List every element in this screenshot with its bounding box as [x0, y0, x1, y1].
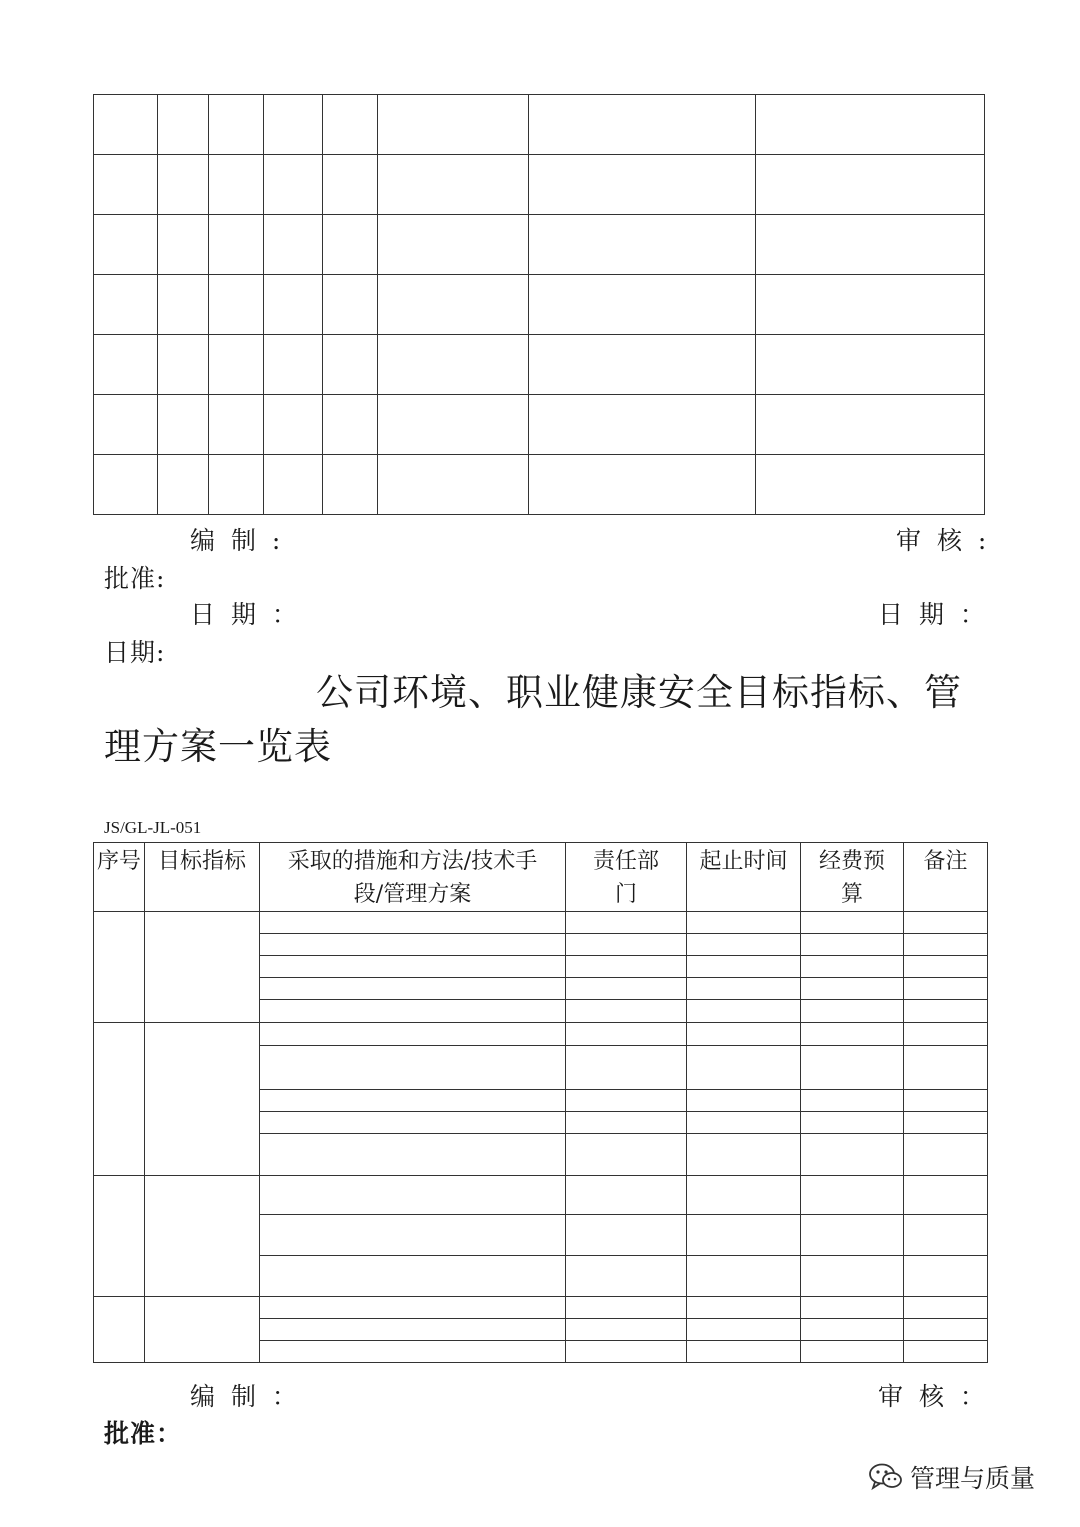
cell-measures	[260, 1090, 566, 1112]
blank-grid-row	[94, 395, 985, 455]
cell-department	[566, 934, 687, 956]
cell-measures	[260, 1046, 566, 1090]
cell-measures	[260, 1176, 566, 1215]
table-row	[94, 1176, 988, 1215]
cell-department	[566, 912, 687, 934]
cell-remark	[904, 912, 988, 934]
cell-target	[145, 912, 260, 1023]
table-header-row	[94, 843, 988, 912]
blank-grid-cell	[158, 95, 209, 155]
cell-period	[687, 912, 801, 934]
blank-grid-cell	[378, 155, 529, 215]
blank-grid-cell	[209, 335, 264, 395]
blank-grid-row	[94, 215, 985, 275]
cell-department	[566, 1341, 687, 1363]
cell-index	[94, 1297, 145, 1363]
cell-budget	[801, 1023, 904, 1046]
cell-remark	[904, 1046, 988, 1090]
cell-period	[687, 934, 801, 956]
cell-department	[566, 1023, 687, 1046]
cell-period	[687, 1319, 801, 1341]
compile-label-top: 编 制 :	[190, 526, 285, 555]
cell-remark	[904, 1341, 988, 1363]
management-plan-table	[93, 842, 988, 1363]
cell-remark	[904, 1000, 988, 1023]
blank-grid-cell	[158, 395, 209, 455]
blank-grid-row	[94, 275, 985, 335]
cell-period	[687, 1046, 801, 1090]
cell-department	[566, 1297, 687, 1319]
blank-grid-cell	[756, 95, 985, 155]
cell-remark	[904, 1112, 988, 1134]
blank-grid-cell	[323, 155, 378, 215]
cell-budget	[801, 978, 904, 1000]
cell-remark	[904, 956, 988, 978]
blank-grid-cell	[378, 275, 529, 335]
cell-remark	[904, 934, 988, 956]
blank-grid-cell	[94, 95, 158, 155]
blank-grid-cell	[378, 215, 529, 275]
cell-budget	[801, 1215, 904, 1256]
cell-department	[566, 1319, 687, 1341]
blank-grid-cell	[756, 275, 985, 335]
cell-budget	[801, 1000, 904, 1023]
blank-grid-cell	[158, 275, 209, 335]
cell-budget	[801, 1112, 904, 1134]
cell-department	[566, 1256, 687, 1297]
cell-measures	[260, 1341, 566, 1363]
cell-remark	[904, 1256, 988, 1297]
cell-remark	[904, 1023, 988, 1046]
blank-grid-cell	[529, 215, 756, 275]
blank-grid-cell	[209, 395, 264, 455]
blank-grid-cell	[756, 395, 985, 455]
blank-grid-cell	[378, 95, 529, 155]
cell-department	[566, 1046, 687, 1090]
blank-grid-cell	[323, 335, 378, 395]
cell-period	[687, 1256, 801, 1297]
cell-target	[145, 1297, 260, 1363]
blank-grid-cell	[158, 455, 209, 515]
cell-department	[566, 1134, 687, 1176]
blank-grid-cell	[756, 155, 985, 215]
cell-period	[687, 956, 801, 978]
wechat-icon	[868, 1462, 904, 1492]
blank-grid-cell	[264, 275, 323, 335]
date-label-review: 日 期 ：	[878, 600, 989, 629]
cell-measures	[260, 912, 566, 934]
blank-grid-row	[94, 155, 985, 215]
cell-remark	[904, 1134, 988, 1176]
blank-grid-cell	[158, 215, 209, 275]
blank-grid-cell	[158, 335, 209, 395]
blank-grid-cell	[756, 455, 985, 515]
blank-grid-cell	[529, 455, 756, 515]
header-index: 序号	[94, 843, 145, 912]
cell-period	[687, 1112, 801, 1134]
table-row	[94, 912, 988, 934]
blank-grid-cell	[94, 275, 158, 335]
blank-grid-cell	[529, 335, 756, 395]
blank-grid-cell	[158, 155, 209, 215]
cell-department	[566, 1090, 687, 1112]
cell-period	[687, 1215, 801, 1256]
blank-grid-cell	[529, 95, 756, 155]
date-label-approve: 日期:	[104, 638, 166, 667]
blank-grid-cell	[264, 395, 323, 455]
cell-budget	[801, 1341, 904, 1363]
cell-measures	[260, 934, 566, 956]
blank-grid-cell	[94, 335, 158, 395]
blank-grid-cell	[209, 215, 264, 275]
cell-measures	[260, 1319, 566, 1341]
blank-grid-row	[94, 335, 985, 395]
date-label-compile: 日 期 ：	[190, 600, 301, 629]
blank-grid-cell	[94, 455, 158, 515]
blank-grid-cell	[94, 155, 158, 215]
header-department: 责任部门	[566, 843, 687, 912]
blank-grid-cell	[323, 215, 378, 275]
blank-grid-cell	[264, 335, 323, 395]
cell-target	[145, 1023, 260, 1176]
cell-budget	[801, 956, 904, 978]
cell-department	[566, 978, 687, 1000]
cell-budget	[801, 1090, 904, 1112]
cell-period	[687, 1341, 801, 1363]
cell-budget	[801, 1319, 904, 1341]
blank-grid-cell	[94, 215, 158, 275]
document-title: 公司环境、职业健康安全目标指标、管理方案一览表	[104, 671, 962, 768]
blank-grid-cell	[209, 275, 264, 335]
blank-grid-row	[94, 455, 985, 515]
cell-budget	[801, 934, 904, 956]
cell-measures	[260, 1297, 566, 1319]
cell-remark	[904, 1319, 988, 1341]
table-row	[94, 1023, 988, 1046]
header-period: 起止时间	[687, 843, 801, 912]
blank-grid-cell	[378, 455, 529, 515]
cell-department	[566, 1215, 687, 1256]
cell-measures	[260, 1134, 566, 1176]
blank-grid-cell	[529, 395, 756, 455]
cell-measures	[260, 1256, 566, 1297]
blank-grid-cell	[323, 455, 378, 515]
header-remark: 备注	[904, 843, 988, 912]
blank-grid-cell	[209, 455, 264, 515]
blank-grid-cell	[94, 395, 158, 455]
cell-department	[566, 1176, 687, 1215]
cell-budget	[801, 1134, 904, 1176]
cell-measures	[260, 1215, 566, 1256]
blank-grid-row	[94, 95, 985, 155]
cell-remark	[904, 1090, 988, 1112]
cell-index	[94, 912, 145, 1023]
cell-budget	[801, 1297, 904, 1319]
blank-form-grid	[93, 94, 985, 515]
cell-measures	[260, 1112, 566, 1134]
cell-department	[566, 956, 687, 978]
cell-index	[94, 1176, 145, 1297]
cell-measures	[260, 1000, 566, 1023]
cell-period	[687, 1000, 801, 1023]
header-measures: 采取的措施和方法/技术手段/管理方案	[260, 843, 566, 912]
table-row	[94, 1297, 988, 1319]
review-label-bottom: 审 核 ：	[878, 1382, 989, 1411]
compile-label-bottom: 编 制 ：	[190, 1382, 301, 1411]
cell-period	[687, 1297, 801, 1319]
blank-grid-cell	[529, 275, 756, 335]
cell-index	[94, 1023, 145, 1176]
approve-label-top: 批准:	[104, 564, 166, 593]
cell-measures	[260, 978, 566, 1000]
header-budget: 经费预算	[801, 843, 904, 912]
blank-grid-cell	[264, 95, 323, 155]
cell-department	[566, 1000, 687, 1023]
cell-remark	[904, 978, 988, 1000]
cell-remark	[904, 1297, 988, 1319]
cell-measures	[260, 1023, 566, 1046]
cell-budget	[801, 1256, 904, 1297]
cell-period	[687, 1023, 801, 1046]
cell-remark	[904, 1215, 988, 1256]
cell-department	[566, 1112, 687, 1134]
blank-grid-cell	[264, 155, 323, 215]
blank-grid-cell	[378, 395, 529, 455]
blank-grid-cell	[323, 395, 378, 455]
watermark	[868, 1459, 1035, 1495]
cell-budget	[801, 912, 904, 934]
cell-budget	[801, 1046, 904, 1090]
cell-period	[687, 1090, 801, 1112]
blank-grid-cell	[323, 275, 378, 335]
review-label-top: 审 核 :	[896, 526, 991, 555]
cell-period	[687, 978, 801, 1000]
blank-grid-cell	[323, 95, 378, 155]
watermark-text: 管理与质量	[910, 1464, 1036, 1493]
blank-grid-cell	[756, 215, 985, 275]
blank-grid-cell	[209, 95, 264, 155]
approve-label-bottom: 批准：	[104, 1419, 183, 1448]
header-target: 目标指标	[145, 843, 260, 912]
blank-grid-cell	[209, 155, 264, 215]
blank-grid-cell	[378, 335, 529, 395]
cell-target	[145, 1176, 260, 1297]
cell-budget	[801, 1176, 904, 1215]
cell-remark	[904, 1176, 988, 1215]
blank-grid-cell	[264, 455, 323, 515]
blank-grid-cell	[756, 335, 985, 395]
cell-measures	[260, 956, 566, 978]
document-code: JS/GL-JL-051	[104, 818, 202, 837]
cell-period	[687, 1134, 801, 1176]
cell-period	[687, 1176, 801, 1215]
blank-grid-cell	[529, 155, 756, 215]
blank-grid-cell	[264, 215, 323, 275]
